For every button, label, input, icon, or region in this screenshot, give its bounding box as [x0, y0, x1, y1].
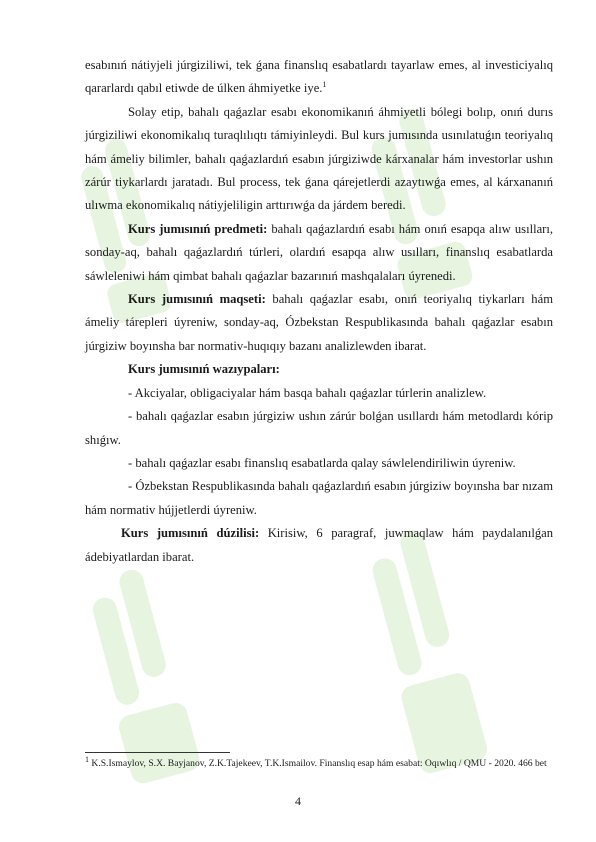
subject-label: Kurs jumısınıń predmeti:: [128, 221, 268, 236]
tasks-label: Kurs jumısınıń wazıypaları:: [128, 362, 280, 377]
subject-text: bahalı qaǵazlardıń esabı hám onıń esapqa alıw usılları, sonday-aq, bahalı qaǵazlardıń túrleri, olardıń esapqa alıw usılları, finanslıq esabatlarda sáwleleniwi hám qimbat bahalı qaǵazlar bazarınıń mashqalaları úyrenedi.: [85, 221, 553, 283]
footnote: [85, 754, 553, 770]
list-item: - Akciyalar, obligaciyalar hám basqa bahalı qaǵazlar túrlerin analizlew.: [128, 385, 487, 400]
footnote-reference[interactable]: 1: [322, 80, 327, 90]
structure-label: Kurs jumısınıń dúzilisi:: [121, 526, 260, 541]
footnote-number: 1: [85, 754, 89, 764]
paragraph-structure: [85, 522, 553, 569]
paragraph-goal: [85, 288, 553, 358]
paragraph-summary: Solay etip, bahalı qaǵazlar esabı ekonomikanıń áhmiyetli bólegi bolıp, onıń durıs júrgiziliwi ekonomikalıq turaqlılıqtı támiyinleydi. Bul kurs jumısında usınılatuǵın teoriyalıq hám ámeliy bilimler, bahalı qaǵazlardıń esabın júrgiziwde kárxanalar hám investorlar ushın zárúr tiykarlardı jaratadı. Bul process, tek ǵana qárejetlerdi azaytıwǵa emes, al kárxananıń ulıwma ekonomikalıq nátiyjeliligin arttırıwǵa da járdem beredi.: [85, 104, 553, 213]
body-text: [85, 54, 553, 569]
goal-label: Kurs jumısınıń maqseti:: [128, 292, 266, 307]
list-item: - bahalı qaǵazlar esabı finanslıq esabatlarda qalay sáwlelendiriliwin úyreniw.: [128, 455, 516, 470]
structure-text: Kirisiw, 6 paragraf, juwmaqlaw hám paydalanılǵan ádebiyatlardan ibarat.: [85, 526, 554, 564]
paragraph-tasks-heading: [85, 358, 553, 381]
footnote-divider: [85, 752, 230, 753]
list-item: - Ózbekstan Respublikasında bahalı qaǵazlardıń esabın júrgiziw boyınsha bar nızam hám normativ hújjetlerdi úyreniw.: [85, 479, 553, 517]
paragraph-text: esabınıń nátiyjeli júrgiziliwi, tek ǵana finanslıq esabatlardı tayarlaw emes, al investiciyalıq qararlardı qabıl etiwde de úlken áhmiyetke iye.: [85, 58, 553, 96]
goal-text: bahalı qaǵazlar esabı, onıń teoriyalıq tiykarları hám ámeliy tárepleri úyreniw, sonday-aq, Ózbekstan Respublikasında bahalı qaǵazlar esabın júrgiziw boyınsha bar normativ-huqıqıy bazanı analizlewden ibarat.: [85, 292, 553, 353]
paragraph-intro-continued: [85, 54, 553, 101]
list-item: - bahalı qaǵazlar esabın júrgiziw ushın zárúr bolǵan usıllardı hám metodlardı kórip shıǵıw.: [85, 409, 553, 447]
paragraph-subject: [85, 218, 553, 288]
page-number: 4: [295, 794, 301, 808]
footnote-text: K.S.Ismaylov, S.X. Bayjanov, Z.K.Tajekeev, T.K.Ismailov. Finanslıq esap hám esabat: Oqıwlıq / QMU - 2020. 466 bet: [89, 758, 547, 769]
watermark-logo: [90, 560, 200, 820]
